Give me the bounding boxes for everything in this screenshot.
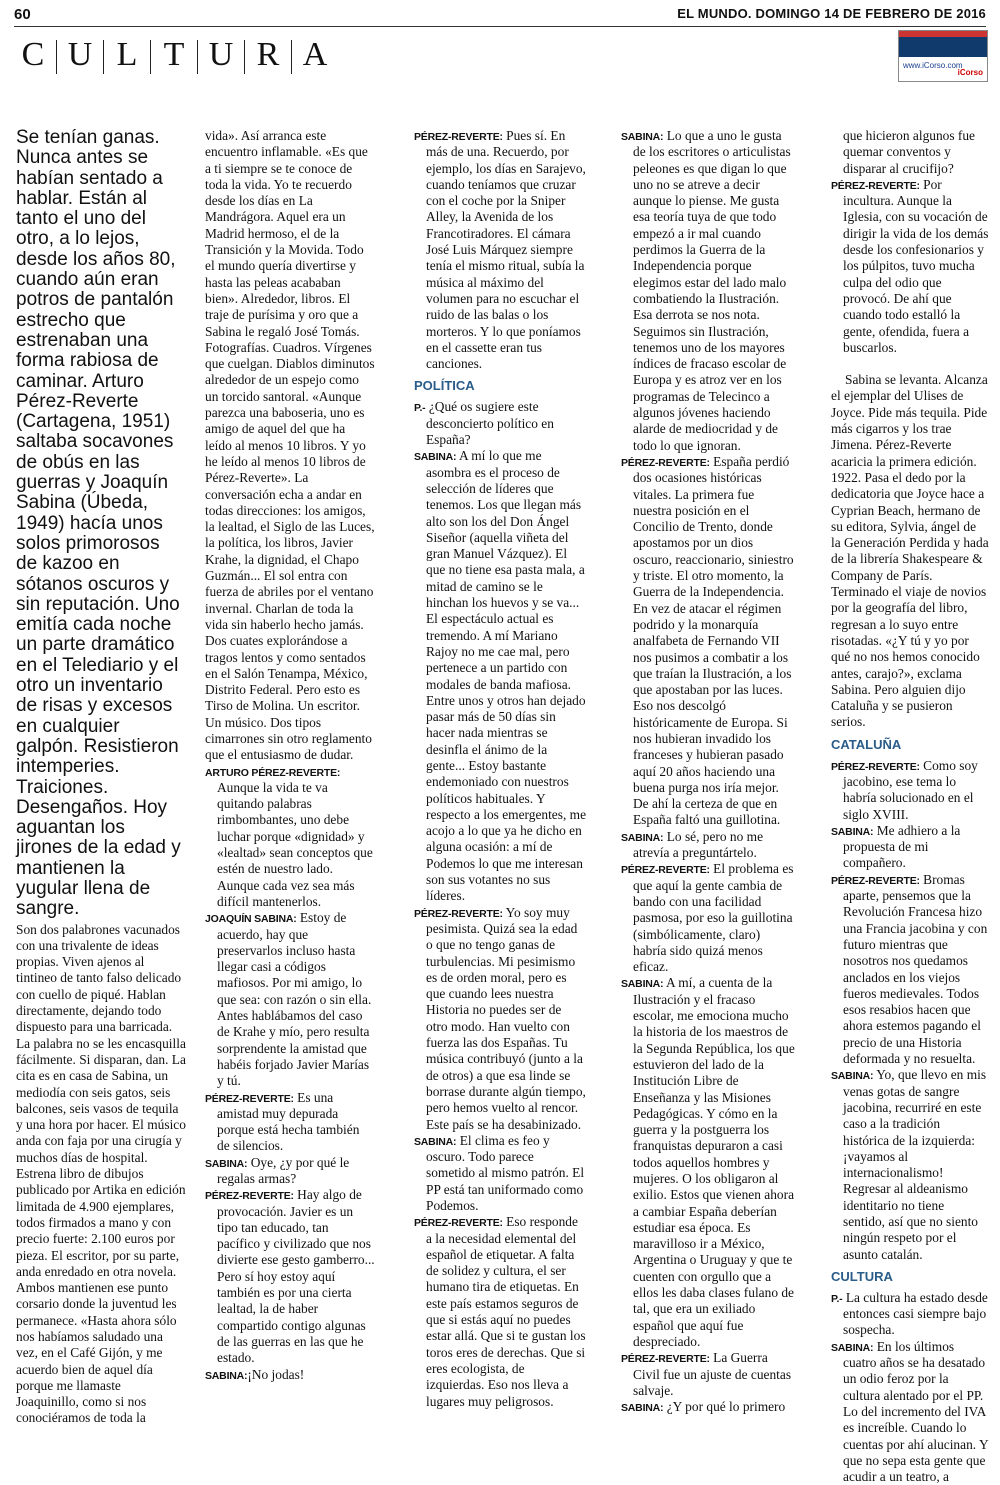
interview-turn — [831, 872, 989, 1068]
section-title — [14, 36, 334, 74]
turn-text: A mí lo que me asombra es el proceso de selección de líderes que tenemos. Los que llegan más alto son los del Don Ángel Siseñor (aquella viñeta del gran Manuel Vázquez). El que no tiene esa pasta mala, a mitad de camino se le hinchan los huevos y se va... El espectáculo actual es tremendo. A mí Mariano Rajoy no me cae mal, pero pertenece a un partido con modales de banda mafiosa. Entre unos y otros han dejado pasar más de 50 días sin hacer nada mientras se desinfla el ánimo de la gente... Estoy bastante endemoniado con nuestros políticos habituales. Y respecto a los emergentes, me acojo a lo que ya he dicho en alguna ocasión: a mí de Podemos lo que me interesan son sus votantes no sus líderes. — [426, 448, 587, 904]
interview-turn — [205, 764, 375, 911]
interview-turn — [831, 823, 989, 872]
interview-turn — [621, 975, 795, 1350]
turn-text: La cultura ha estado desde entonces casi siempre bajo sospecha. — [843, 1289, 988, 1338]
interview-turn — [414, 1214, 586, 1410]
turn-text: ¿Qué os sugiere este desconcierto político en España? — [426, 399, 554, 448]
section-letter: L — [116, 36, 138, 73]
interview-turn — [831, 758, 989, 823]
speaker-label: PÉREZ-REVERTE: — [831, 179, 920, 192]
section-letter: T — [163, 36, 185, 73]
speaker-label: SABINA: — [621, 831, 664, 844]
speaker-label: SABINA: — [621, 1402, 664, 1415]
interview-turn — [414, 1133, 586, 1214]
speaker-label: SABINA: — [205, 1157, 248, 1170]
speaker-label: PÉREZ-REVERTE: — [621, 456, 710, 469]
interview-turn — [205, 1367, 375, 1383]
speaker-label: PÉREZ-REVERTE: — [621, 1353, 710, 1366]
turn-text: Aunque la vida te va quitando palabras rimbombantes, uno debe luchar porque «dignidad» y «lealtad» sean conceptos que estén de nuestro lado. Aunque cada vez sea más difícil mantenerlos. — [217, 779, 373, 909]
speaker-label: SABINA: — [621, 978, 664, 991]
body-paragraph: Son dos palabrones vacunados con una trivalente de ideas propias. Viven ajenos al tintineo de tanto falso delicado con cuello de piqué. Hablan directamente, dejando todo dispuesto para una barricada. La palabra no se les encasquilla fácilmente. Si disparan, dan. La cita es en casa de Sabina, un mediodía con seis gatos, seis balcones, seis vasos de tequila y una hora por hacer. El músico anda con faja por una cirugía y muchos días de hospital. Estrena libro de dibujos publicado por Artika en edición limitada de 4.900 ejemplares, todos firmados a mano y con precio fuerte: 2.100 euros por pieza. El escritor, por su parte, anda enredado en otra novela. Ambos mantienen ese punto corsario donde la juventud les permanece. «Hasta ahora sólo nos habíamos saludado una vez, en el Café Gijón, y me acuerdo bien de aquel día porque me llamaste Joaquinillo, como si nos conociéramos de toda la — [16, 921, 186, 1426]
speaker-label: JOAQUÍN SABINA: — [205, 913, 297, 926]
speaker-label: SABINA: — [831, 1070, 874, 1083]
speaker-label: SABINA: — [831, 1341, 874, 1354]
interview-turn — [621, 454, 795, 829]
turn-text: Hay algo de provocación. Javier es un tipo tan educado, tan pacífico y civilizado que nos divierte ese gesto gamberro... Pero sí hoy estoy aquí también es por una cierta lealtad, la de haber compartido contigo algunas de las guerras en las que he estado. — [217, 1187, 375, 1366]
speaker-label: PÉREZ-REVERTE: — [414, 907, 503, 920]
interview-turn — [621, 829, 795, 862]
ad-logo: iCorso — [957, 68, 983, 77]
speaker-label: SABINA: — [621, 131, 664, 143]
interview-question — [414, 399, 586, 448]
interview-turn — [205, 1187, 375, 1366]
subhead-cultura: CULTURA — [831, 1268, 893, 1284]
column-2 — [205, 128, 375, 1382]
turn-text: ¿Y por qué lo primero — [666, 1399, 786, 1415]
body-paragraph: vida». Así arranca este encuentro inflamable. «Es que a ti siempre se te conoce de toda la vida. Yo te recuerdo desde los días en La Mandrágora. Aquel era un Madrid hermoso, el de la Transición y la Movida. Todo el mundo quería divertirse y hasta las peleas acababan bien». Alrededor, libros. El traje de purísima y oro que a Sabina le regaló José Tomás. Fotografías. Cuadros. Vírgenes que cuelgan. Diablos diminutos alrededor de un espejo como un torcido santoral. «Aunque parezca una baboseria, uno es amigo de aquel del que ha leído al menos 10 libros. Y yo he leído al menos 10 libros de Pérez-Reverte». La conversación echa a andar en todas direcciones: los amigos, la lealtad, el Siglo de las Luces, la política, los libros, Javier Krahe, la dignidad, el Chapo Guzmán... El sol entra con fuerza de abriles por el ventano invernal. Charlan de toda la vida sin haberlo hecho jamás. Dos cuates explorándose a tragos lentos y como sentados en el Salón Tenampa, México, Distrito Federal. Pero esto es Tirso de Molina. Un escritor. Un músico. Dos tipos cimarrones sin otro reglamento que el entusiasmo de dudar. — [205, 128, 375, 763]
turn-text: ¡No jodas! — [247, 1366, 305, 1382]
turn-text: Eso responde a la necesidad elemental del español de etiquetar. A falta de solidez y cultura, el ser humano tira de etiquetas. En este país estamos seguros de que si estás aquí no puedes estar allá. Que si te gustan los toros eres de derechas. Que si eres ecologista, de izquierdas. Eso nos lleva a lugares muy peligrosos. — [426, 1214, 586, 1409]
turn-text: A mí, a cuenta de la Ilustración y el fracaso escolar, me emociona mucho la historia de los maestros de la Segunda República, los que estuvieron del lado de la Institución Libre de Enseñanza y las Misiones Pedagógicas. Y cómo en la guerra y la postguerra los franquistas depuraron a casi todos aquellos hombres y mujeres. O los obligaron al exilio. Estos que vienen ahora a cambiar España deberían estudiar esa época. Es maravilloso ir a México, Argentina o Uruguay y que te cuenten con orgullo que a ellos les daba clases fulano de tal, que era un exiliado español que aquí fue despreciado. — [633, 975, 795, 1349]
turn-text: La Guerra Civil fue un ajuste de cuentas salvaje. — [633, 1350, 792, 1398]
turn-text: Oye, ¿y por qué le regalas armas? — [217, 1154, 350, 1186]
speaker-label: PÉREZ-REVERTE: — [831, 874, 920, 887]
speaker-label: ARTURO PÉREZ-REVERTE: — [205, 766, 341, 779]
speaker-label: PÉREZ-REVERTE: — [414, 131, 503, 143]
turn-text: Yo, que llevo en mis venas gotas de sangre jacobina, recurriré en este caso a la tradición histórica de la izquierda: ¡vayamos al internacionalismo! Regresar al aldeanismo identitario no tiene sentido, así que no siento ningún respeto por el asunto catalán. — [843, 1067, 987, 1262]
column-1 — [16, 127, 186, 1426]
interview-turn — [831, 1339, 989, 1485]
advertisement[interactable] — [898, 30, 988, 82]
page-number: 60 — [14, 6, 31, 23]
turn-text: Lo que a uno le gusta de los escritores o articulistas peleones es que digan lo que uno no se atreve a decir aunque lo piense. Me gusta esa teoría tuya de que todo empezó a ir mal cuando perdimos la Guerra de la Independencia porque elegimos estar del lado malo combatiendo la Ilustración. Esa derrota se nos nota. Seguimos sin Ilustración, tenemos uno de los mayores índices de fracaso escolar de Europa y es atroz ver en los programas de Telecinco a algunos jóvenes haciendo alarde de mediocridad y de todo lo que ignoran. — [633, 128, 791, 453]
dateline: EL MUNDO. DOMINGO 14 DE FEBRERO DE 2016 — [677, 6, 986, 21]
lede-paragraph: Se tenían ganas. Nunca antes se habían sentado a hablar. Están al tanto el uno del otro, a lo lejos, desde los años 80, cuando aún eran potros de pantalón estrecho que estrenaban una forma rabiosa de caminar. Arturo Pérez-Reverte (Cartagena, 1951) saltaba socavones de obús en las guerras y Joaquín Sabina (Úbeda, 1949) hacía unos solos primorosos de kazoo en sótanos oscuros y sin reputación. Uno emitía cada noche un parte dramático en el Telediario y el otro un inventario de risas y excesos en cualquier galpón. Resistieron intemperies. Traiciones. Desengaños. Hoy aguantan los jirones de la edad y mantienen la yugular llena de sangre. — [16, 127, 181, 920]
column-5 — [831, 128, 989, 1485]
narrative-paragraph: Sabina se levanta. Alcanza el ejemplar del Ulises de Joyce. Pide más tequila. Pide más cigarros y los trae Jimena. Pérez-Reverte acaricia la primera edición. 1922. Pasa el dedo por la dedicatoria que Joyce hace a Cyprian Beach, hermano de su editora, Sylvia, ángel de la Generación Perdida y hada de la librería Shakespeare & Company de París. Terminado el viaje de novios por la geografía del libro, regresan a lo suyo entre risotadas. «¿Y tú y yo por qué no nos hemos conocido antes, carajo?», exclama Sabina. Pero alguien dijo Cataluña y se pusieron serios. — [831, 372, 989, 730]
interview-turn — [831, 1067, 989, 1263]
interview-turn — [621, 861, 795, 975]
section-letter: U — [67, 36, 93, 73]
interview-turn — [205, 1155, 375, 1188]
turn-text: Como soy jacobino, ese tema lo habría solucionado en el siglo XVIII. — [843, 757, 978, 822]
section-letter: U — [208, 36, 234, 73]
interview-turn — [621, 1350, 795, 1399]
column-4 — [621, 128, 795, 1415]
speaker-label: SABINA: — [205, 1369, 248, 1382]
turn-text: Es una amistad muy depurada porque está hecha también de silencios. — [217, 1089, 360, 1154]
speaker-label: SABINA: — [414, 451, 457, 464]
turn-text: Lo sé, pero no me atrevía a preguntártelo. — [633, 828, 764, 861]
turn-text: Me adhiero a la propuesta de mi compañero. — [843, 822, 961, 871]
interview-turn — [621, 128, 795, 454]
section-letter: C — [21, 36, 45, 73]
subhead-cataluna: CATALUÑA — [831, 736, 902, 752]
speaker-label: PÉREZ-REVERTE: — [205, 1092, 294, 1105]
speaker-label: P.- — [831, 1292, 843, 1305]
speaker-label: SABINA: — [414, 1135, 457, 1148]
turn-text: En los últimos cuatro años se ha desatado un odio feroz por la cultura alentado por el PP. Lo del incremento del IVA es increíble. Cuando lo cuentas por ahí alucinan. Y que no sepa esta gente que acudir a un teatro, a — [843, 1338, 989, 1485]
turn-text: Bromas aparte, pensemos que la Revolución Francesa hizo una Francia jacobina y con futuro mientras que nosotros nos quedamos anclados en los viejos fueros medievales. Todos esos resabios hacen que ahora estemos pagando el precio de una Historia deformada y no resuelta. — [843, 871, 988, 1067]
interview-turn — [414, 448, 586, 904]
column-3 — [414, 128, 587, 1409]
interview-turn — [414, 905, 586, 1133]
speaker-label: PÉREZ-REVERTE: — [414, 1217, 503, 1230]
section-letter: R — [256, 36, 280, 73]
turn-text: Yo soy muy pesimista. Quizá sea la edad o que no tengo ganas de turbulencias. Mi pesimismo es de orden moral, pero es que cuando lees nuestra Historia no puedes ser de otro modo. Han vuelto con fuerza las dos Españas. Tu música contribuyó (junto a la de otros) a que esa linde se borrase durante algún tiempo, pero hemos vuelto al rencor. Este país se ha desabinizado. — [426, 904, 586, 1132]
interview-turn — [831, 177, 989, 356]
speaker-label: PÉREZ-REVERTE: — [831, 760, 920, 773]
turn-text: Estoy de acuerdo, hay que preservarlos incluso hasta llegar casi a códigos mafiosos. Por mi amigo, lo que sea: con razón o sin ella. Antes hablábamos del caso de Krahe y mío, pero resulta sorprendente la amistad que habéis forjado Javier Marías y tú. — [217, 910, 372, 1089]
interview-turn — [205, 1090, 375, 1155]
interview-turn — [414, 128, 586, 372]
continued-text: que hicieron algunos fue quemar conventos y disparar al crucifijo? — [843, 128, 976, 176]
section-letter: A — [302, 36, 328, 73]
turn-text: España perdió dos ocasiones históricas vitales. La primera fue nuestra posición en el Concilio de Trento, donde apostamos por un dios oscuro, reaccionario, siniestro y triste. El otro momento, la Guerra de la Independencia. En vez de atacar el régimen podrido y la monarquía analfabeta de Fernando VII nos pusimos a combatir a los que traían la Ilustración, a los que apostaban por las luces. Eso nos descolgó históricamente de Europa. Si nos hubieran invadido los franceses y hubieran pasado aquí 20 años haciendo una buena purga nos iría mejor. De ahí la certeza de que en España faltó una guillotina. — [633, 453, 794, 828]
speaker-label: SABINA: — [831, 825, 874, 838]
turn-text: Por incultura. Aunque la Iglesia, con su vocación de dirigir la vida de los demás desde los confesionarios y los púlpitos, tuvo mucha culpa del odio que provocó. De ahí que cuando todo estalló la gente, ofendida, fuera a buscarlos. — [843, 176, 989, 355]
turn-text: El problema es que aquí la gente cambia de bando con una facilidad pasmosa, por eso la guillotina (simbólicamente, claro) habría sido quizá menos eficaz. — [633, 861, 794, 975]
interview-turn — [621, 1399, 795, 1415]
interview-question — [831, 1290, 989, 1339]
turn-text: El clima es feo y oscuro. Todo parece sometido al mismo patrón. El PP está tan uniformado como Podemos. — [426, 1132, 585, 1213]
turn-text: Pues sí. En más de una. Recuerdo, por ejemplo, los días en Sarajevo, cuando teníamos que cruzar con el coche por la Sniper Alley, la Avenida de los Francotiradores. El cámara José Luis Márquez siempre tenía el mismo ritual, subía la música al máximo del volumen para no escuchar el ruido de las balas o los morteros. Y lo que poníamos en el cassette eran tus canciones. — [426, 128, 586, 372]
speaker-label: PÉREZ-REVERTE: — [621, 864, 710, 877]
subhead-politica: POLÍTICA — [414, 378, 475, 394]
ad-text: www.iCorso.com — [903, 61, 963, 70]
speaker-label: PÉREZ-REVERTE: — [205, 1190, 294, 1203]
page-header — [14, 6, 986, 27]
speaker-label: P.- — [414, 402, 426, 415]
interview-turn — [205, 910, 375, 1089]
